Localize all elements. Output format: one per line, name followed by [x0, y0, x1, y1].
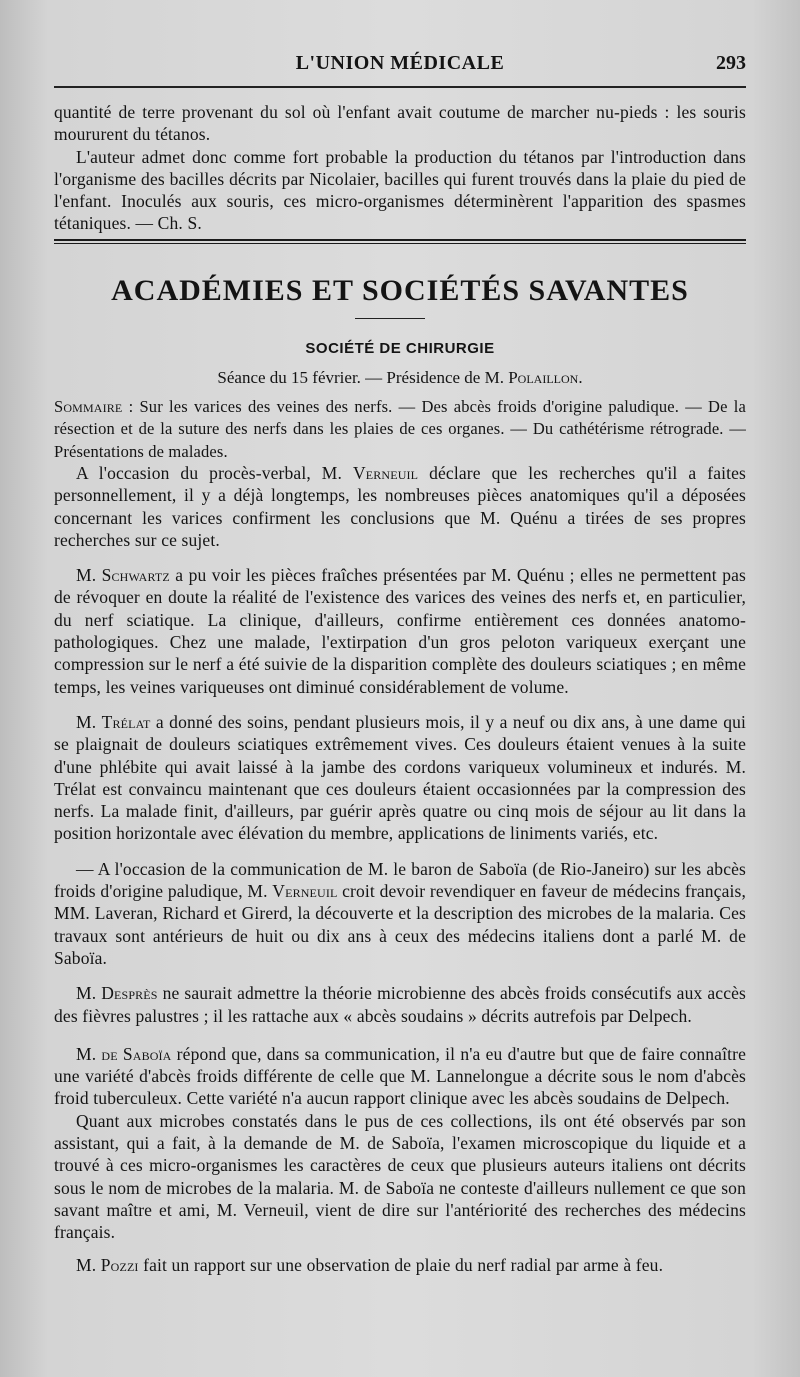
summary-text: : Sur les varices des veines des nerfs. — Des abcès froids d'origine paludique. — De la résection et de la suture des nerfs dans les plaies de ces organes. — Du cathétérisme rétrograde. — Présentations de malades.: [54, 397, 746, 461]
speaker-verneuil-2: Verneuil: [272, 881, 338, 902]
paragraph-saboia: M. de Saboïa répond que, dans sa communication, il n'a eu d'autre but que de faire connaître une variété d'abcès froids différente de celle que M. Lannelongue a décrite sous le nom d'abcès froid tuberculeux. Cette variété n'a aucun rapport clinique avec les abcès soudains de Delpech.: [54, 1043, 746, 1109]
page-number: 293: [716, 52, 746, 74]
intro-text: [54, 101, 746, 235]
speaker-schwartz: Schwartz: [101, 565, 170, 586]
society-heading: SOCIÉTÉ DE CHIRURGIE: [305, 340, 495, 357]
paragraph-verneuil-2: — A l'occasion de la communication de M. le baron de Saboïa (de Rio-Janeiro) sur les abcès froids d'origine paludique, M. Verneuil croit devoir revendiquer en faveur de médecins français, MM. Laveran, Richard et Girerd, la découverte et la description des microbes de la malaria. Ces travaux sont antérieurs de huit ou dix ans à ceux des médecins italiens dont a parlé M. de Saboïa.: [54, 858, 746, 968]
journal-title: L'UNION MÉDICALE: [295, 52, 505, 74]
section-title: ACADÉMIES ET SOCIÉTÉS SAVANTES: [111, 274, 689, 307]
paragraph-pozzi: M. Pozzi fait un rapport sur une observation de plaie du nerf radial par arme à feu.: [76, 1254, 664, 1275]
paragraph-trelat: M. Trélat a donné des soins, pendant plusieurs mois, il y a neuf ou dix ans, à une dame qui se plaignait de douleurs sciatiques extrêmement vives. Ces douleurs étaient venues à la suite d'une phlébite qui avait laissé à la jambe des cordons variqueux volumineux et indurés. M. Trélat est convaincu maintenant que ces douleurs étaient occasionnées par la compression des nerfs. La malade finit, d'ailleurs, par guérir après quatre ou cinq mois de séjour au lit dans la position horizontale avec élévation du membre, applications de liniments variés, etc.: [54, 711, 747, 844]
seance-line: [54, 368, 746, 388]
seance-president: Polaillon: [508, 368, 579, 387]
intro-paragraph-1: quantité de terre provenant du sol où l'enfant avait coutume de marcher nu-pieds : les souris moururent du tétanos.: [54, 102, 746, 145]
section-double-rule-top: [54, 239, 746, 241]
paragraph-despres: M. Desprès ne saurait admettre la théorie microbienne des abcès froids consécutifs aux accès des fièvres palustres ; il les rattache aux « abcès soudains » décrits autrefois par Delpech.: [54, 983, 746, 1026]
running-head: [54, 52, 746, 80]
speaker-saboia: de Saboïa: [101, 1043, 172, 1064]
paragraph-microbes: Quant aux microbes constatés dans le pus de ces collections, ils ont été observés par son assistant, qui a fait, à la demande de M. de Saboïa, l'examen microscopique du liquide et a trouvé à ces micro-organismes les caractères de ceux que plusieurs auteurs italiens ont décrits sous le nom de microbes de la malaria. M. de Saboïa ne conteste d'ailleurs nullement ce que son savant maître et ami, M. Verneuil, vient de dire sur l'antériorité des recherches des médecins français.: [54, 1110, 746, 1243]
title-short-rule: [355, 318, 425, 319]
seance-end: .: [578, 368, 583, 387]
paragraph-verneuil-1: A l'occasion du procès-verbal, M. Verneuil déclare que les recherches qu'il a faites personnellement, il y a déjà longtemps, les nombreuses pièces anatomiques qu'il a déposées concernant les varices confirment les conclusions que M. Quénu a tirées de ses propres recherches sur ce sujet.: [54, 463, 747, 550]
summary: [54, 396, 746, 463]
summary-label: Sommaire: [54, 397, 123, 416]
seance-date: Séance du 15 février. — Présidence de M.: [217, 368, 509, 387]
report-body: [54, 462, 746, 1276]
speaker-trelat: Trélat: [101, 711, 151, 732]
section-double-rule-bottom: [54, 243, 746, 244]
speaker-despres: Desprès: [101, 983, 158, 1004]
paragraph-schwartz: M. Schwartz a pu voir les pièces fraîches présentées par M. Quénu ; elles ne permettent pas de révoquer en doute la réalité de l'existence des varices des veines des nerfs et, en particulier, du nerf sciatique. La clinique, d'ailleurs, confirme entièrement ces données anatomo-pathologiques. Chez une malade, l'extirpation d'un gros peloton variqueux exerçant une compression sur le nerf a été suivie de la disparition complète des douleurs sciatiques ; en même temps, les veines variqueuses ont diminué considérablement de volume.: [54, 565, 746, 697]
intro-paragraph-2: L'auteur admet donc comme fort probable la production du tétanos par l'introduction dans l'organisme des bacilles décrits par Nicolaier, bacilles qui furent trouvés dans la plaie du pied de l'enfant. Inoculés aux souris, ces micro-organismes déterminèrent l'apparition des spasmes tétaniques. — Ch. S.: [54, 146, 746, 234]
speaker-pozzi: Pozzi: [100, 1254, 139, 1275]
speaker-verneuil: Verneuil: [352, 463, 419, 483]
header-rule: [54, 86, 746, 88]
